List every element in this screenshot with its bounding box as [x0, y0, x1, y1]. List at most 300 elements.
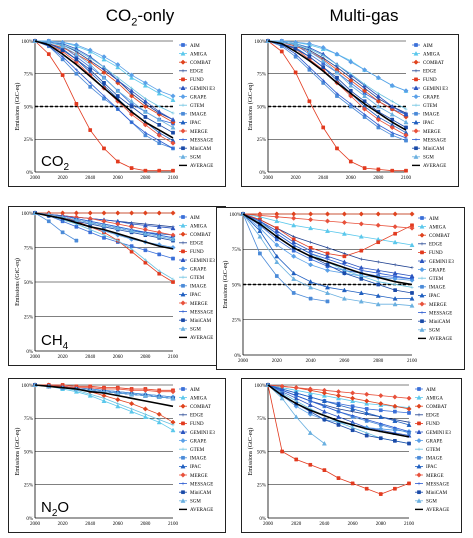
- legend-marker: [181, 138, 184, 141]
- data-point: [309, 241, 312, 244]
- data-point: [171, 423, 174, 426]
- data-point: [322, 410, 326, 414]
- legend-marker: [181, 404, 185, 408]
- legend-marker: [181, 69, 184, 72]
- legend-entry: AIM: [190, 43, 200, 49]
- x-tick-label: 2060: [345, 176, 356, 181]
- legend-entry: IMAGE: [190, 112, 207, 118]
- chart-panel-multi-gas-n2o: [241, 378, 462, 533]
- data-point: [47, 53, 50, 56]
- legend-entry: GTEM: [426, 448, 441, 453]
- data-point: [394, 232, 397, 235]
- data-point: [280, 50, 283, 53]
- data-point: [323, 469, 326, 472]
- data-point: [350, 391, 354, 395]
- y-tick-label: 100%: [229, 212, 241, 218]
- legend-marker: [181, 60, 185, 64]
- legend-marker: [414, 112, 417, 115]
- legend-marker: [420, 216, 423, 219]
- x-tick-label: 2020: [290, 176, 301, 181]
- data-point: [171, 257, 174, 260]
- data-point: [171, 131, 174, 134]
- data-point: [291, 212, 295, 216]
- data-point: [308, 212, 312, 216]
- y-tick-label: 50%: [23, 105, 33, 111]
- x-tick-label: 2080: [373, 359, 384, 364]
- legend-marker: [414, 60, 418, 64]
- data-point: [308, 100, 311, 103]
- legend-marker: [414, 104, 417, 107]
- data-point: [309, 280, 313, 284]
- x-tick-label: 2020: [291, 522, 302, 527]
- legend-entry: SGM: [426, 499, 437, 505]
- legend-entry: MERGE: [423, 129, 441, 135]
- legend-entry: AIM: [426, 387, 436, 393]
- data-point: [365, 434, 368, 437]
- data-point: [377, 168, 380, 171]
- title-subscript: 2: [131, 16, 138, 29]
- data-point: [130, 245, 133, 248]
- legend-marker: [420, 320, 423, 323]
- gas-label: $CO_2$: [41, 153, 70, 173]
- legend-entry: SGM: [190, 155, 201, 161]
- legend-entry: AMIGA: [429, 225, 446, 231]
- x-tick-label: 2100: [168, 176, 178, 181]
- data-point: [379, 393, 383, 397]
- legend-entry: GRAPE: [190, 267, 207, 273]
- x-tick-label: 2000: [30, 522, 40, 527]
- chart-svg: [9, 207, 225, 365]
- legend-entry: COMBAT: [190, 233, 211, 238]
- x-tick-label: 2040: [85, 355, 96, 360]
- legend-entry: FUND: [190, 78, 204, 84]
- legend-entry: SGM: [429, 328, 440, 334]
- data-point: [393, 487, 396, 490]
- legend-entry: MERGE: [429, 302, 447, 308]
- data-point: [171, 211, 175, 215]
- legend-entry: GRAPE: [423, 95, 440, 101]
- data-point: [291, 216, 295, 220]
- y-tick-label: 50%: [231, 283, 241, 289]
- y-tick-label: 25%: [23, 483, 33, 489]
- data-point: [394, 263, 397, 266]
- legend-marker: [417, 482, 420, 485]
- legend-entry: GRAPE: [190, 439, 207, 445]
- data-point: [158, 272, 161, 275]
- legend-marker: [181, 94, 185, 98]
- data-point: [335, 147, 338, 150]
- data-point: [171, 428, 175, 432]
- y-tick-label: 25%: [256, 483, 266, 489]
- data-point: [326, 263, 329, 266]
- data-point: [393, 224, 397, 228]
- legend-entry: IMAGE: [190, 456, 207, 462]
- x-tick-label: 2080: [373, 176, 384, 181]
- y-tick-label: 50%: [256, 450, 266, 456]
- y-axis-label: Emissions (GtC-eq): [248, 82, 254, 131]
- legend-entry: MERGE: [190, 473, 208, 479]
- data-point: [410, 212, 414, 216]
- data-point: [89, 128, 92, 131]
- y-axis-label: Emissions (GtC-eq): [15, 427, 21, 476]
- y-tick-label: 25%: [23, 138, 33, 144]
- legend-marker: [414, 147, 417, 150]
- data-point: [342, 212, 346, 216]
- data-point: [335, 76, 338, 79]
- legend-marker: [181, 473, 185, 477]
- data-point: [294, 71, 297, 74]
- data-point: [326, 246, 329, 249]
- x-tick-label: 2000: [30, 355, 40, 360]
- data-point: [349, 160, 352, 163]
- data-point: [364, 399, 368, 403]
- legend-entry: GEMINI E3: [423, 86, 448, 92]
- data-point: [379, 492, 382, 495]
- data-point: [130, 407, 133, 410]
- data-point: [158, 253, 161, 256]
- legend-marker: [181, 448, 184, 451]
- data-point: [171, 111, 174, 114]
- x-tick-label: 2060: [112, 355, 123, 360]
- data-point: [75, 72, 78, 75]
- data-point: [89, 85, 92, 88]
- data-point: [75, 58, 78, 61]
- legend-entry: EDGE: [190, 413, 204, 419]
- data-point: [377, 260, 380, 263]
- legend-entry: AVERAGE: [190, 164, 214, 170]
- legend-entry: IPAC: [429, 294, 440, 300]
- legend-marker: [181, 112, 184, 115]
- data-point: [322, 126, 325, 129]
- x-tick-label: 2060: [339, 359, 350, 364]
- data-point: [144, 169, 147, 172]
- y-tick-label: 0%: [259, 516, 266, 522]
- data-point: [291, 254, 295, 258]
- data-point: [116, 397, 120, 401]
- data-point: [322, 388, 326, 392]
- x-tick-label: 2100: [168, 355, 178, 360]
- chart-panel-co2-only-n2o: [8, 378, 226, 533]
- x-tick-label: 2040: [305, 359, 316, 364]
- legend-entry: AMIGA: [190, 396, 207, 402]
- data-point: [144, 115, 147, 118]
- data-point: [308, 263, 312, 267]
- chart-svg: [217, 208, 464, 369]
- legend-entry: GEMINI E3: [190, 86, 215, 92]
- x-tick-label: 2040: [319, 522, 330, 527]
- data-point: [89, 68, 92, 71]
- data-point: [88, 211, 92, 215]
- data-point: [143, 211, 147, 215]
- legend-entry: FUND: [426, 422, 440, 428]
- legend-entry: EDGE: [423, 69, 437, 75]
- legend-entry: SGM: [190, 327, 201, 333]
- data-point: [393, 395, 397, 399]
- legend-entry: AVERAGE: [190, 336, 214, 342]
- data-point: [47, 220, 50, 223]
- y-tick-label: 0%: [26, 170, 33, 176]
- y-tick-label: 25%: [256, 138, 266, 144]
- data-point: [308, 217, 312, 221]
- y-axis-label: Emissions (GtC-eq): [15, 82, 21, 131]
- data-point: [281, 450, 284, 453]
- legend-entry: MiniCAM: [190, 491, 212, 496]
- legend-entry: AIM: [429, 216, 439, 222]
- data-point: [407, 396, 411, 400]
- x-tick-label: 2100: [168, 522, 178, 527]
- x-tick-label: 2080: [140, 355, 151, 360]
- legend-entry: AMIGA: [190, 52, 207, 58]
- legend-marker: [181, 319, 184, 322]
- data-point: [309, 297, 312, 300]
- x-tick-label: 2020: [271, 359, 282, 364]
- data-point: [407, 442, 410, 445]
- data-point: [158, 105, 161, 108]
- y-tick-label: 100%: [21, 211, 33, 217]
- data-point: [325, 212, 329, 216]
- y-tick-label: 100%: [254, 383, 266, 389]
- data-point: [171, 280, 174, 283]
- data-point: [171, 94, 175, 98]
- legend-marker: [417, 422, 420, 425]
- legend-entry: MERGE: [426, 473, 444, 479]
- legend-marker: [181, 215, 184, 218]
- column-title-multi-gas: [264, 6, 464, 26]
- legend-entry: COMBAT: [190, 405, 211, 410]
- y-tick-label: 0%: [26, 516, 33, 522]
- legend-entry: IMAGE: [423, 112, 440, 118]
- data-point: [360, 258, 363, 261]
- legend-entry: MESSAGE: [190, 310, 214, 316]
- legend-marker: [414, 69, 417, 72]
- y-axis-label: Emissions (GtC-eq): [223, 260, 229, 309]
- legend-entry: MERGE: [190, 301, 208, 307]
- gas-label: $CH_4$: [41, 332, 69, 352]
- data-point: [157, 211, 161, 215]
- legend-entry: IPAC: [426, 465, 437, 471]
- x-tick-label: 2020: [57, 355, 68, 360]
- legend-marker: [414, 43, 417, 46]
- x-tick-label: 2000: [30, 176, 40, 181]
- data-point: [157, 412, 161, 416]
- legend-entry: MESSAGE: [423, 138, 447, 144]
- data-point: [308, 403, 312, 407]
- data-point: [325, 219, 329, 223]
- y-tick-label: 50%: [23, 450, 33, 456]
- legend-marker: [181, 456, 184, 459]
- chart-svg: [242, 35, 458, 186]
- legend-entry: GEMINI E3: [429, 259, 454, 265]
- legend-entry: COMBAT: [426, 405, 447, 410]
- y-tick-label: 50%: [256, 105, 266, 111]
- legend-marker: [181, 250, 184, 253]
- data-point: [325, 268, 329, 272]
- legend-entry: AIM: [190, 387, 200, 393]
- data-point: [404, 169, 407, 172]
- y-tick-label: 50%: [23, 280, 33, 286]
- data-point: [102, 81, 105, 84]
- data-point: [130, 250, 133, 253]
- x-tick-label: 2060: [112, 176, 123, 181]
- legend-entry: IPAC: [423, 121, 434, 127]
- legend-marker: [181, 129, 185, 133]
- gas-label: $N_2O$: [41, 499, 70, 519]
- x-tick-label: 2020: [57, 176, 68, 181]
- data-point: [377, 283, 380, 286]
- legend-entry: MESSAGE: [190, 138, 214, 144]
- legend-marker: [420, 242, 423, 245]
- data-point: [360, 249, 363, 252]
- legend-marker: [414, 138, 417, 141]
- legend-marker: [420, 233, 424, 237]
- chart-svg: [9, 35, 225, 186]
- legend-marker: [420, 267, 424, 271]
- legend-marker: [417, 387, 420, 390]
- legend-entry: MiniCAM: [190, 319, 212, 324]
- legend-entry: MESSAGE: [429, 311, 453, 317]
- data-point: [407, 411, 410, 414]
- legend-entry: EDGE: [190, 69, 204, 75]
- data-point: [75, 102, 78, 105]
- x-tick-label: 2020: [57, 522, 68, 527]
- y-tick-label: 100%: [254, 39, 266, 45]
- data-point: [275, 274, 278, 277]
- legend-entry: MiniCAM: [190, 147, 212, 152]
- data-point: [360, 277, 363, 280]
- legend-marker: [181, 43, 184, 46]
- legend-entry: GTEM: [190, 276, 205, 281]
- data-point: [364, 392, 368, 396]
- legend-entry: IMAGE: [426, 456, 443, 462]
- data-point: [295, 458, 298, 461]
- data-point: [61, 73, 64, 76]
- data-point: [407, 482, 410, 485]
- legend-marker: [417, 404, 421, 408]
- data-point: [394, 283, 397, 286]
- data-point: [171, 125, 175, 129]
- legend-entry: GRAPE: [426, 439, 443, 445]
- chart-panel-co2-only-co2: [8, 34, 226, 187]
- legend-entry: GRAPE: [429, 268, 446, 274]
- x-tick-label: 2060: [112, 522, 123, 527]
- legend-entry: AMIGA: [190, 224, 207, 230]
- data-point: [116, 402, 119, 405]
- data-point: [309, 463, 312, 466]
- data-point: [343, 272, 346, 275]
- y-tick-label: 75%: [23, 246, 33, 252]
- data-point: [75, 239, 78, 242]
- data-point: [144, 249, 147, 252]
- y-tick-label: 75%: [256, 417, 266, 423]
- x-tick-label: 2100: [407, 359, 417, 364]
- legend-entry: FUND: [429, 251, 443, 257]
- x-tick-label: 2000: [238, 359, 248, 364]
- data-point: [350, 396, 354, 400]
- x-tick-label: 2080: [140, 522, 151, 527]
- data-point: [102, 236, 105, 239]
- chart-panel-multi-gas-co2: [241, 34, 459, 187]
- chart-svg: [9, 379, 225, 532]
- x-tick-label: 2080: [375, 522, 386, 527]
- data-point: [391, 169, 394, 172]
- y-tick-label: 0%: [259, 170, 266, 176]
- legend-marker: [181, 387, 184, 390]
- data-point: [144, 413, 147, 416]
- y-tick-label: 75%: [23, 417, 33, 423]
- data-point: [393, 212, 397, 216]
- data-point: [116, 94, 119, 97]
- legend-entry: AMIGA: [423, 52, 440, 58]
- x-tick-label: 2100: [401, 176, 411, 181]
- y-axis-label: Emissions (GtC-eq): [248, 427, 254, 476]
- data-point: [410, 291, 413, 294]
- data-point: [359, 212, 363, 216]
- data-point: [116, 211, 120, 215]
- x-tick-label: 2100: [404, 522, 414, 527]
- data-point: [322, 66, 325, 69]
- y-tick-label: 75%: [256, 72, 266, 78]
- x-tick-label: 2000: [263, 176, 273, 181]
- x-tick-label: 2080: [140, 176, 151, 181]
- data-point: [116, 160, 119, 163]
- legend-entry: GTEM: [190, 448, 205, 453]
- data-point: [323, 418, 326, 421]
- data-point: [75, 225, 78, 228]
- y-tick-label: 75%: [23, 72, 33, 78]
- data-point: [258, 252, 261, 255]
- chart-panel-multi-gas-ch4: [216, 207, 465, 370]
- legend-entry: SGM: [423, 155, 434, 161]
- legend-marker: [420, 302, 424, 306]
- data-point: [129, 211, 133, 215]
- legend-entry: EDGE: [429, 242, 443, 248]
- x-tick-label: 2060: [347, 522, 358, 527]
- legend-entry: FUND: [190, 250, 204, 256]
- legend-entry: MERGE: [190, 129, 208, 135]
- chart-svg: [242, 379, 461, 532]
- data-point: [326, 300, 329, 303]
- legend-entry: COMBAT: [190, 61, 211, 66]
- data-point: [365, 407, 368, 410]
- data-point: [377, 241, 380, 244]
- data-point: [143, 407, 147, 411]
- data-point: [61, 231, 64, 234]
- data-point: [171, 169, 174, 172]
- legend-entry: MESSAGE: [426, 482, 450, 488]
- legend-entry: GEMINI E3: [190, 258, 215, 264]
- legend-entry: AIM: [423, 43, 433, 49]
- data-point: [351, 482, 354, 485]
- data-point: [89, 231, 92, 234]
- legend-marker: [417, 473, 421, 477]
- data-point: [363, 166, 366, 169]
- legend-marker: [420, 277, 423, 280]
- legend-entry: AVERAGE: [429, 337, 453, 343]
- legend-marker: [181, 310, 184, 313]
- legend-marker: [420, 251, 423, 254]
- legend-marker: [181, 266, 185, 270]
- legend-entry: COMBAT: [429, 234, 450, 239]
- data-point: [351, 429, 354, 432]
- data-point: [102, 147, 105, 150]
- y-tick-label: 100%: [21, 39, 33, 45]
- legend-marker: [417, 438, 421, 442]
- legend-marker: [420, 285, 423, 288]
- legend-marker: [420, 311, 423, 314]
- legend-marker: [181, 78, 184, 81]
- data-point: [158, 123, 161, 126]
- legend-marker: [181, 438, 185, 442]
